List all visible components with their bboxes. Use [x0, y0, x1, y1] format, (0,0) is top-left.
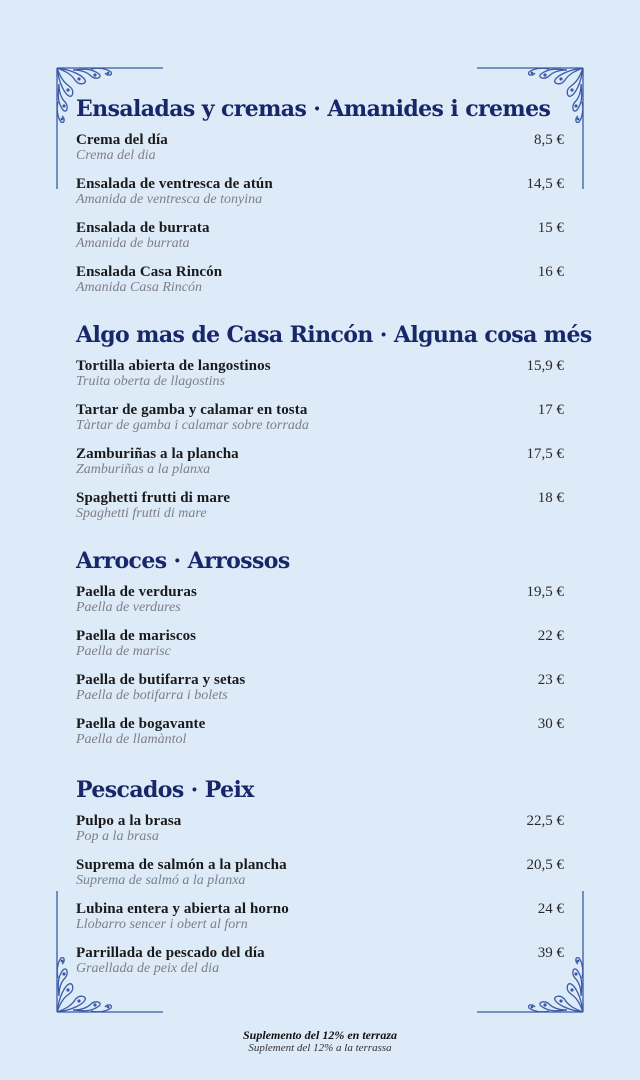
- item-price: 17 €: [537, 402, 564, 418]
- item-price: 23 €: [537, 672, 564, 688]
- item-name: Tortilla abierta de langostinos: [76, 358, 271, 374]
- section-pescados: [76, 771, 564, 989]
- item-translation: Zamburiñas a la planxa: [76, 462, 211, 477]
- item-name: Parrillada de pescado del día: [76, 945, 265, 961]
- item-name: Lubina entera y abierta al horno: [76, 901, 289, 917]
- section-title: Pescados · Peix: [76, 777, 254, 803]
- item-price: 18 €: [537, 490, 564, 506]
- item-translation: Paella de botifarra i bolets: [76, 688, 228, 703]
- item-translation: Amanida de ventresca de tonyina: [76, 192, 263, 207]
- menu-item: [76, 584, 564, 628]
- item-price: 20,5 €: [526, 857, 564, 873]
- item-translation: Suprema de salmó a la planxa: [76, 873, 246, 888]
- item-name: Suprema de salmón a la plancha: [76, 857, 287, 873]
- item-translation: Llobarro sencer i obert al forn: [76, 917, 248, 932]
- item-price: 16 €: [537, 264, 564, 280]
- item-translation: Spaghetti frutti di mare: [76, 506, 207, 521]
- item-name: Paella de verduras: [76, 584, 197, 600]
- menu-item: [76, 176, 564, 220]
- item-name: Ensalada de burrata: [76, 220, 210, 236]
- item-translation: Truita oberta de llagostins: [76, 374, 225, 389]
- section-title: Ensaladas y cremas · Amanides i cremes: [76, 96, 551, 122]
- item-price: 15 €: [537, 220, 564, 236]
- item-name: Ensalada de ventresca de atún: [76, 176, 273, 192]
- menu-item: [76, 132, 564, 176]
- section-algo-mas: [76, 316, 592, 542]
- menu-item: [76, 402, 564, 446]
- item-price: 22,5 €: [526, 813, 564, 829]
- item-name: Spaghetti frutti di mare: [76, 490, 231, 506]
- item-translation: Paella de llamàntol: [76, 732, 187, 747]
- item-translation: Tàrtar de gamba i calamar sobre torrada: [76, 418, 309, 433]
- item-translation: Paella de marisc: [76, 644, 171, 659]
- item-price: 39 €: [537, 945, 564, 961]
- menu-item: [76, 857, 564, 901]
- item-price: 24 €: [537, 901, 564, 917]
- item-name: Ensalada Casa Rincón: [76, 264, 223, 280]
- item-price: 17,5 €: [526, 446, 564, 462]
- item-name: Paella de bogavante: [76, 716, 206, 732]
- item-translation: Amanida de burrata: [76, 236, 190, 251]
- item-name: Paella de butifarra y setas: [76, 672, 246, 688]
- item-price: 15,9 €: [526, 358, 564, 374]
- menu-item: [76, 264, 564, 308]
- item-name: Crema del día: [76, 132, 168, 148]
- menu-item: [76, 901, 564, 945]
- menu-item: [76, 446, 564, 490]
- menu-item: [76, 672, 564, 716]
- section-title: Arroces · Arrossos: [76, 548, 290, 574]
- item-price: 8,5 €: [534, 132, 564, 148]
- item-price: 22 €: [537, 628, 564, 644]
- menu-item: [76, 358, 564, 402]
- item-name: Pulpo a la brasa: [76, 813, 182, 829]
- menu-item: [76, 490, 564, 534]
- item-translation: Crema del dia: [76, 148, 156, 163]
- item-price: 19,5 €: [526, 584, 564, 600]
- item-name: Zamburiñas a la plancha: [76, 446, 239, 462]
- item-translation: Paella de verdures: [76, 600, 181, 615]
- menu-item: [76, 628, 564, 672]
- menu-item: [76, 716, 564, 760]
- section-ensaladas: [76, 90, 564, 316]
- item-price: 14,5 €: [526, 176, 564, 192]
- item-price: 30 €: [537, 716, 564, 732]
- item-name: Tartar de gamba y calamar en tosta: [76, 402, 308, 418]
- terrace-surcharge: Suplemento del 12% en terraza: [242, 1028, 397, 1042]
- item-translation: Pop a la brasa: [76, 829, 159, 844]
- footer-note: [0, 1028, 640, 1055]
- terrace-surcharge-translation: Suplement del 12% a la terrassa: [248, 1042, 392, 1054]
- menu-content: [76, 90, 592, 989]
- menu-item: [76, 220, 564, 264]
- item-name: Paella de mariscos: [76, 628, 197, 644]
- section-title: Algo mas de Casa Rincón · Alguna cosa més: [76, 322, 592, 348]
- item-translation: Graellada de peix del dia: [76, 961, 220, 976]
- menu-item: [76, 813, 564, 857]
- section-arroces: [76, 542, 564, 771]
- item-translation: Amanida Casa Rincón: [76, 280, 202, 295]
- menu-item: [76, 945, 564, 989]
